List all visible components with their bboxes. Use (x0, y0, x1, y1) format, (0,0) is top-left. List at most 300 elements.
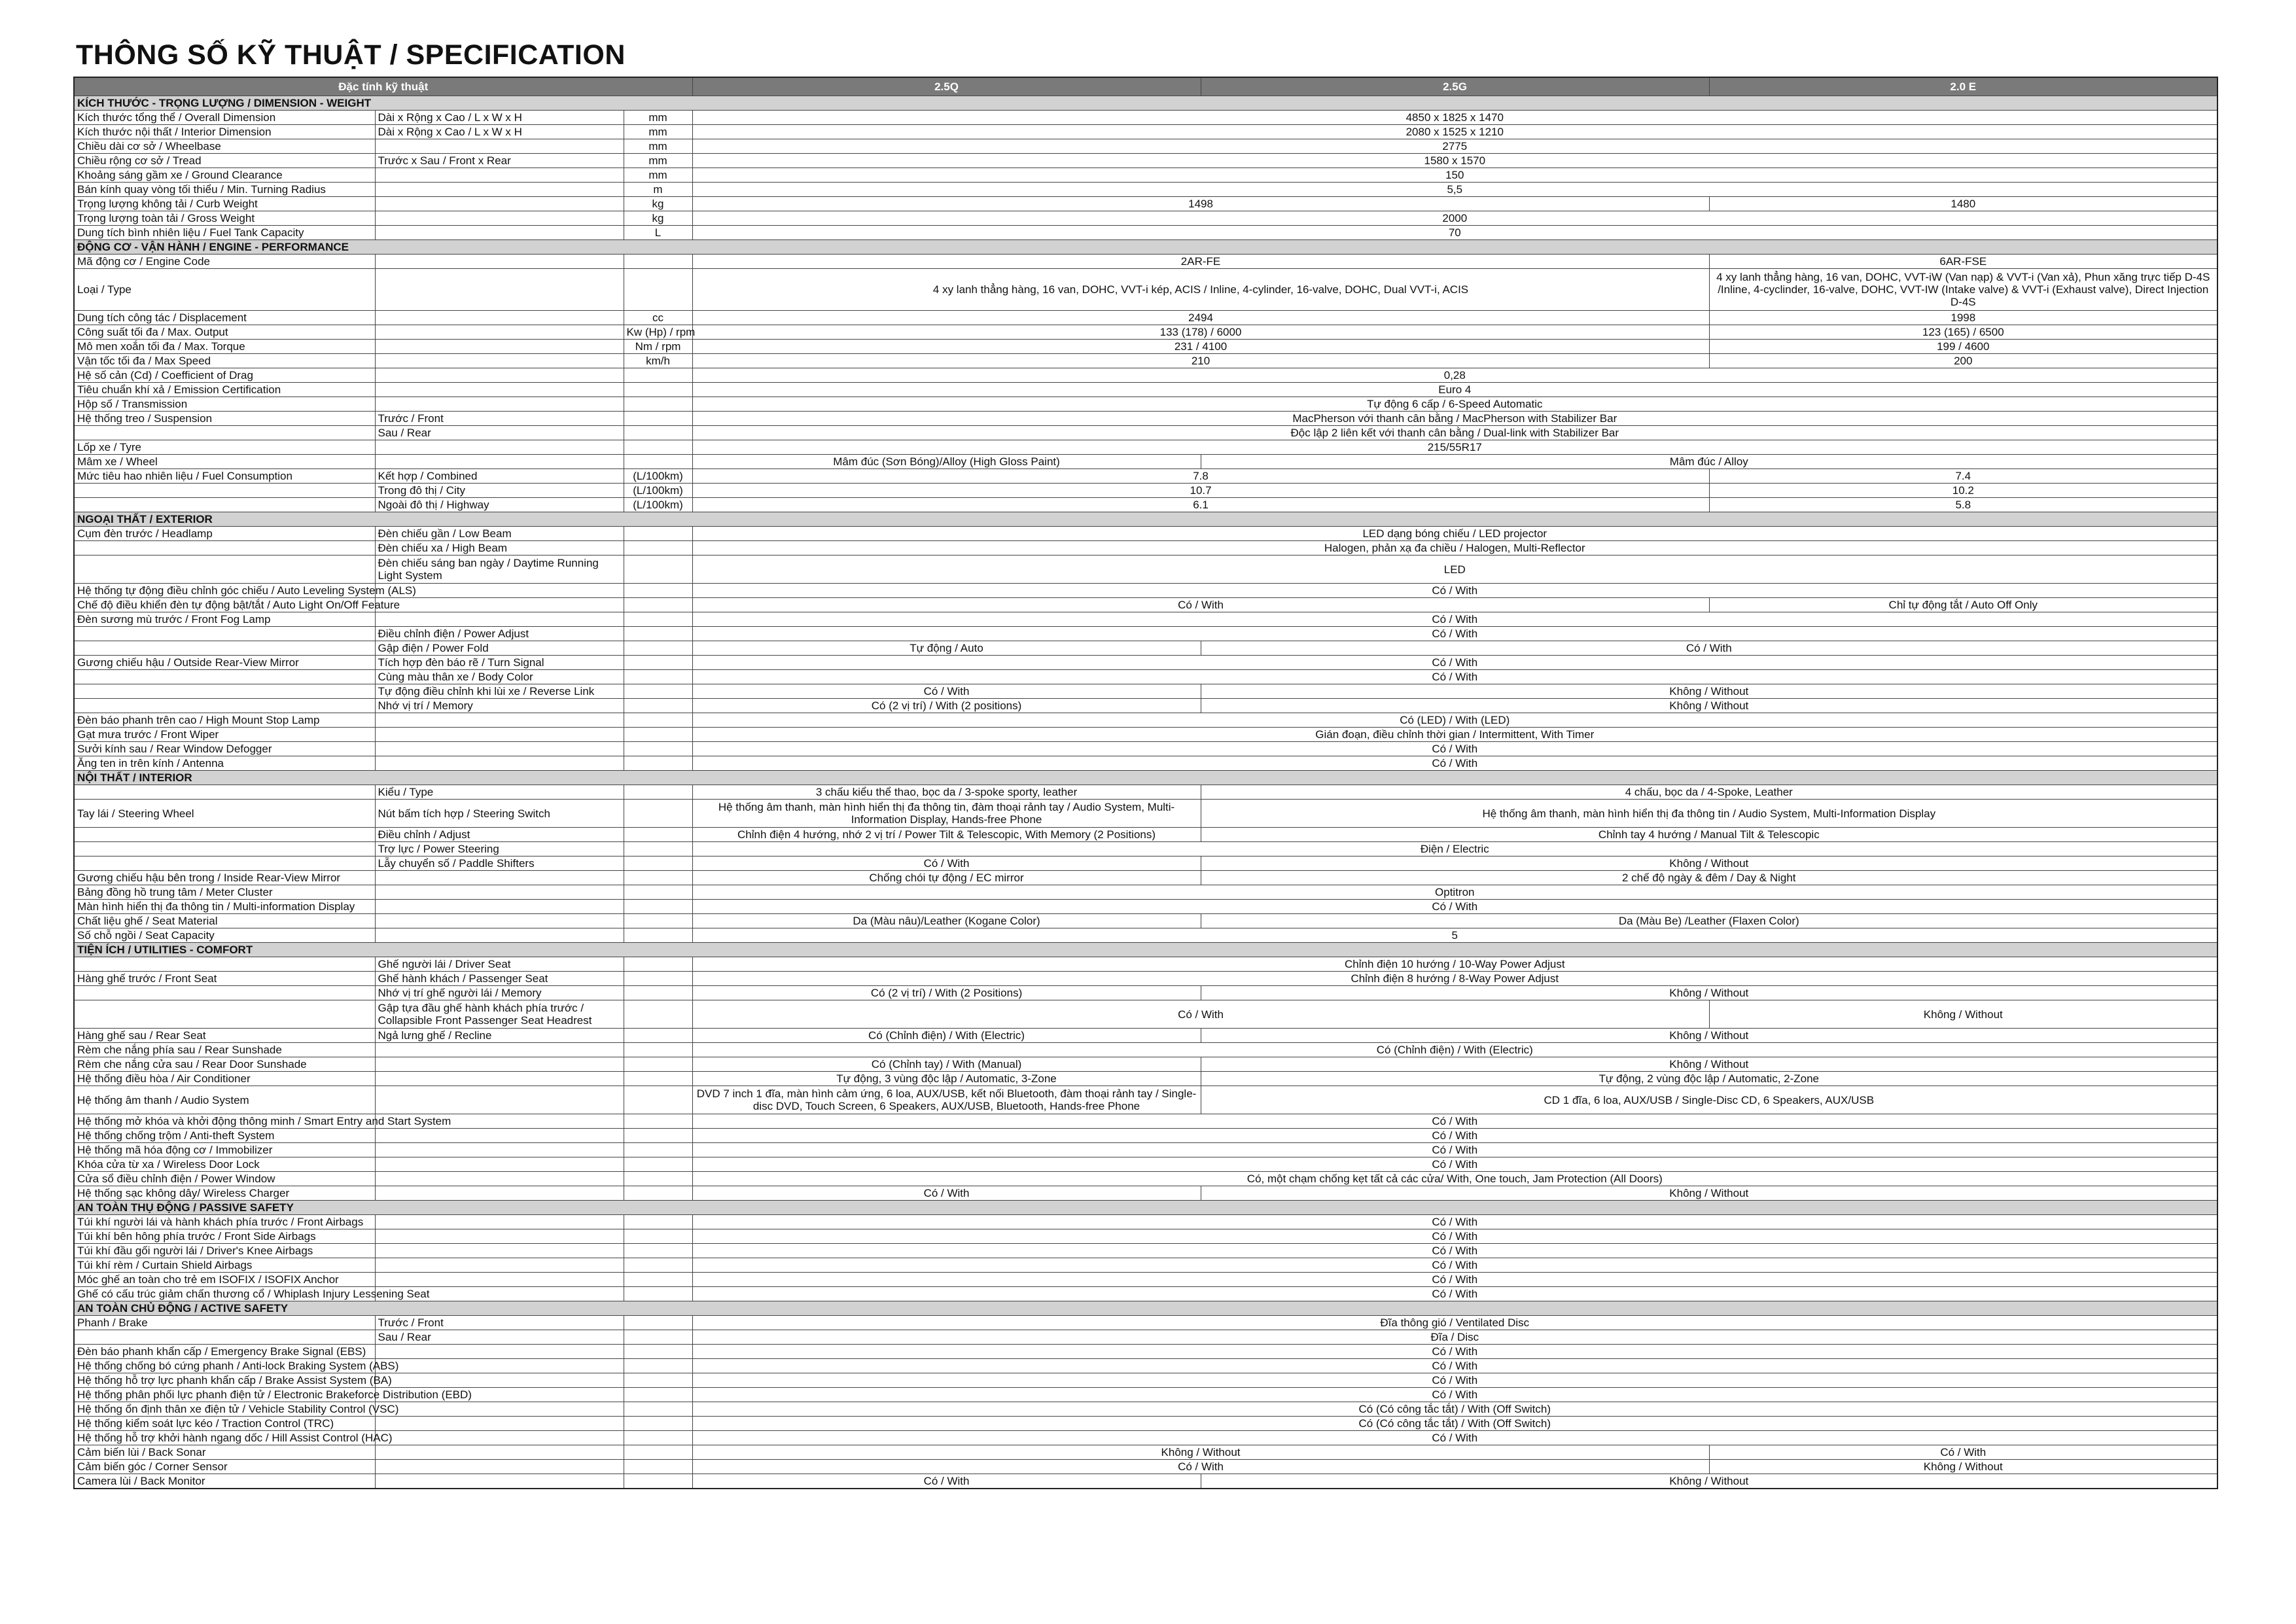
spec-row (74, 785, 2217, 800)
spec-value: 231 / 4100 (692, 340, 1709, 354)
spec-row (74, 1445, 2217, 1460)
spec-label: Cảm biến lùi / Back Sonar (74, 1445, 375, 1460)
spec-label: Bảng đồng hồ trung tâm / Meter Cluster (74, 885, 375, 900)
spec-value: Không / Without (1201, 1474, 2217, 1489)
spec-row (74, 368, 2217, 383)
spec-value: Chỉnh điện 4 hướng, nhớ 2 vị trí / Power Tilt & Telescopic, With Memory (2 Positions) (692, 828, 1201, 842)
spec-value: Mâm đúc (Sơn Bóng)/Alloy (High Gloss Paint) (692, 455, 1201, 469)
spec-unit (624, 541, 692, 556)
spec-value: Có / With (692, 598, 1709, 612)
spec-label: Hệ thống ổn định thân xe điện tử / Vehicle Stability Control (VSC) (74, 1402, 375, 1417)
spec-unit (624, 871, 692, 885)
spec-row (74, 397, 2217, 412)
spec-sublabel: Lẫy chuyển số / Paddle Shifters (375, 856, 624, 871)
spec-unit (624, 856, 692, 871)
spec-sublabel (375, 197, 624, 211)
section-row (74, 512, 2217, 527)
spec-row (74, 111, 2217, 125)
spec-value: Có, một chạm chống kẹt tất cả các cửa/ With, One touch, Jam Protection (All Doors) (692, 1172, 2217, 1186)
spec-row (74, 354, 2217, 368)
spec-row (74, 455, 2217, 469)
spec-row (74, 1431, 2217, 1445)
spec-value: Không / Without (1201, 699, 2217, 713)
spec-row (74, 1460, 2217, 1474)
spec-row (74, 484, 2217, 498)
spec-sublabel (375, 756, 624, 771)
spec-row (74, 1244, 2217, 1258)
spec-label: Hàng ghế sau / Rear Seat (74, 1029, 375, 1043)
spec-value: 1498 (692, 197, 1709, 211)
spec-value: Có / With (692, 900, 2217, 914)
spec-sublabel (375, 885, 624, 900)
spec-value: 10.7 (692, 484, 1709, 498)
spec-row (74, 340, 2217, 354)
spec-unit (624, 972, 692, 986)
spec-value: 4850 x 1825 x 1470 (692, 111, 2217, 125)
spec-label (74, 785, 375, 800)
spec-value: Optitron (692, 885, 2217, 900)
spec-label (74, 699, 375, 713)
spec-row (74, 1316, 2217, 1330)
spec-value: Chỉnh tay 4 hướng / Manual Tilt & Telescopic (1201, 828, 2217, 842)
spec-label: Hệ thống mã hóa động cơ / Immobilizer (74, 1143, 375, 1157)
spec-unit (624, 1431, 692, 1445)
spec-value: Có / With (692, 1460, 1709, 1474)
spec-value: Có / With (692, 1157, 2217, 1172)
spec-value: 1480 (1709, 197, 2217, 211)
spec-row (74, 728, 2217, 742)
spec-sublabel (375, 183, 624, 197)
spec-sublabel (375, 1359, 624, 1373)
section-title: AN TOÀN CHỦ ĐỘNG / ACTIVE SAFETY (74, 1301, 2217, 1316)
spec-label: Số chỗ ngồi / Seat Capacity (74, 928, 375, 943)
spec-label (74, 842, 375, 856)
spec-label: Khoảng sáng gầm xe / Ground Clearance (74, 168, 375, 183)
spec-value: 2AR-FE (692, 255, 1709, 269)
spec-sublabel (375, 1258, 624, 1273)
spec-value: Không / Without (1201, 1057, 2217, 1072)
spec-unit: (L/100km) (624, 498, 692, 512)
spec-label: Túi khí rèm / Curtain Shield Airbags (74, 1258, 375, 1273)
spec-unit (624, 641, 692, 656)
spec-value: Đĩa / Disc (692, 1330, 2217, 1345)
section-row (74, 943, 2217, 957)
spec-row (74, 168, 2217, 183)
spec-sublabel: Nhớ vị trí / Memory (375, 699, 624, 713)
spec-label: Gương chiếu hậu bên trong / Inside Rear-View Mirror (74, 871, 375, 885)
spec-unit (624, 1143, 692, 1157)
spec-row (74, 1345, 2217, 1359)
spec-row (74, 1057, 2217, 1072)
spec-value: Có / With (692, 1373, 2217, 1388)
section-row (74, 96, 2217, 111)
spec-value: 123 (165) / 6500 (1709, 325, 2217, 340)
spec-value: CD 1 đĩa, 6 loa, AUX/USB / Single-Disc CD, 6 Speakers, AUX/USB (1201, 1086, 2217, 1114)
spec-value: Hệ thống âm thanh, màn hình hiển thị đa thông tin / Audio System, Multi-Information Display (1201, 800, 2217, 828)
spec-unit (624, 1417, 692, 1431)
spec-value: Không / Without (1709, 1460, 2217, 1474)
spec-unit (624, 1273, 692, 1287)
spec-row (74, 713, 2217, 728)
spec-unit (624, 627, 692, 641)
spec-row (74, 197, 2217, 211)
spec-unit (624, 426, 692, 440)
spec-row (74, 1129, 2217, 1143)
spec-sublabel: Ngoài đô thị / Highway (375, 498, 624, 512)
spec-label: Hàng ghế trước / Front Seat (74, 972, 375, 986)
spec-row (74, 742, 2217, 756)
spec-unit (624, 1474, 692, 1489)
spec-row (74, 986, 2217, 1000)
section-title: KÍCH THƯỚC - TRỌNG LƯỢNG / DIMENSION - WEIGHT (74, 96, 2217, 111)
spec-value: 2775 (692, 139, 2217, 154)
spec-sublabel (375, 1172, 624, 1186)
spec-label: Khóa cửa từ xa / Wireless Door Lock (74, 1157, 375, 1172)
spec-sublabel (375, 1043, 624, 1057)
spec-label: Bán kính quay vòng tối thiểu / Min. Turning Radius (74, 183, 375, 197)
spec-unit: cc (624, 311, 692, 325)
spec-value: Không / Without (1201, 1186, 2217, 1201)
spec-unit (624, 1029, 692, 1043)
spec-unit (624, 1057, 692, 1072)
spec-sublabel (375, 255, 624, 269)
spec-value: 0,28 (692, 368, 2217, 383)
spec-sublabel (375, 713, 624, 728)
spec-label: Móc ghế an toàn cho trẻ em ISOFIX / ISOFIX Anchor (74, 1273, 375, 1287)
spec-row (74, 900, 2217, 914)
spec-value: 150 (692, 168, 2217, 183)
spec-sublabel (375, 1345, 624, 1359)
spec-unit (624, 1345, 692, 1359)
spec-unit (624, 612, 692, 627)
spec-value: Có / With (692, 1388, 2217, 1402)
spec-unit (624, 412, 692, 426)
spec-unit: mm (624, 154, 692, 168)
spec-row (74, 125, 2217, 139)
spec-unit: mm (624, 125, 692, 139)
spec-row (74, 183, 2217, 197)
spec-label: Màn hình hiển thị đa thông tin / Multi-information Display (74, 900, 375, 914)
spec-unit (624, 670, 692, 684)
spec-row (74, 269, 2217, 311)
spec-value: 6.1 (692, 498, 1709, 512)
spec-sublabel: Tích hợp đèn báo rẽ / Turn Signal (375, 656, 624, 670)
spec-sublabel (375, 368, 624, 383)
spec-value: 3 chấu kiểu thể thao, bọc da / 3-spoke sporty, leather (692, 785, 1201, 800)
spec-row (74, 957, 2217, 972)
spec-label (74, 556, 375, 584)
spec-sublabel (375, 1215, 624, 1229)
spec-sublabel: Kiểu / Type (375, 785, 624, 800)
spec-row (74, 1157, 2217, 1172)
spec-unit (624, 255, 692, 269)
spec-unit: mm (624, 111, 692, 125)
spec-sublabel (375, 1143, 624, 1157)
spec-value: 7.4 (1709, 469, 2217, 484)
section-row (74, 1201, 2217, 1215)
spec-label (74, 1000, 375, 1029)
spec-sublabel (375, 928, 624, 943)
header-row (74, 77, 2217, 96)
spec-value: Gián đoạn, điều chỉnh thời gian / Intermittent, With Timer (692, 728, 2217, 742)
spec-label: Loại / Type (74, 269, 375, 311)
spec-label: Đèn báo phanh trên cao / High Mount Stop Lamp (74, 713, 375, 728)
spec-row (74, 440, 2217, 455)
spec-row (74, 1388, 2217, 1402)
spec-value: Có / With (692, 742, 2217, 756)
spec-row (74, 556, 2217, 584)
spec-sublabel: Dài x Rộng x Cao / L x W x H (375, 125, 624, 139)
spec-value: Da (Màu Be) /Leather (Flaxen Color) (1201, 914, 2217, 928)
spec-unit: mm (624, 168, 692, 183)
spec-value: Đĩa thông gió / Ventilated Disc (692, 1316, 2217, 1330)
spec-sublabel: Cùng màu thân xe / Body Color (375, 670, 624, 684)
spec-value: 199 / 4600 (1709, 340, 2217, 354)
spec-sublabel (375, 900, 624, 914)
spec-sublabel: Trong đô thị / City (375, 484, 624, 498)
spec-label: Lốp xe / Tyre (74, 440, 375, 455)
spec-unit: (L/100km) (624, 484, 692, 498)
spec-value: Có / With (1201, 641, 2217, 656)
spec-label: Kích thước tổng thể / Overall Dimension (74, 111, 375, 125)
spec-value: Có / With (692, 756, 2217, 771)
spec-label: Trọng lượng toàn tải / Gross Weight (74, 211, 375, 226)
header-variant-2-0e: 2.0 E (1709, 77, 2217, 96)
spec-value: Có / With (692, 1143, 2217, 1157)
spec-row (74, 325, 2217, 340)
spec-sublabel (375, 383, 624, 397)
spec-row (74, 828, 2217, 842)
spec-value: Có / With (692, 656, 2217, 670)
section-title: NỘI THẤT / INTERIOR (74, 771, 2217, 785)
spec-value: Có / With (692, 1345, 2217, 1359)
spec-sublabel: Dài x Rộng x Cao / L x W x H (375, 111, 624, 125)
spec-value: Có / With (692, 1359, 2217, 1373)
spec-label: Gương chiếu hậu / Outside Rear-View Mirror (74, 656, 375, 670)
spec-row (74, 1114, 2217, 1129)
spec-label: Rèm che nắng cửa sau / Rear Door Sunshade (74, 1057, 375, 1072)
spec-label: Mã động cơ / Engine Code (74, 255, 375, 269)
spec-row (74, 311, 2217, 325)
spec-unit (624, 986, 692, 1000)
spec-sublabel: Điều chỉnh điện / Power Adjust (375, 627, 624, 641)
spec-value: Có / With (692, 1287, 2217, 1301)
spec-value: Có (Chỉnh điện) / With (Electric) (692, 1043, 2217, 1057)
spec-value: 2 chế độ ngày & đêm / Day & Night (1201, 871, 2217, 885)
spec-sublabel: Điều chỉnh / Adjust (375, 828, 624, 842)
spec-label (74, 426, 375, 440)
spec-label: Gạt mưa trước / Front Wiper (74, 728, 375, 742)
section-row (74, 240, 2217, 255)
spec-value: 4 xy lanh thẳng hàng, 16 van, DOHC, VVT-iW (Van nạp) & VVT-i (Van xả), Phun xăng trực tiếp D-4S /Inline, 4-cyclinder, 16-valve, DOHC, VVT-IW (Intake valve) & VVT-i (Exhaust valve), Direct Injection D-4S (1709, 269, 2217, 311)
spec-unit: kg (624, 211, 692, 226)
spec-value: Có / With (1709, 1445, 2217, 1460)
section-title: NGOẠI THẤT / EXTERIOR (74, 512, 2217, 527)
spec-sublabel (375, 871, 624, 885)
spec-sublabel (375, 211, 624, 226)
spec-unit (624, 713, 692, 728)
spec-label: Hệ thống chống bó cứng phanh / Anti-lock Braking System (ABS) (74, 1359, 375, 1373)
spec-sublabel: Nút bấm tích hợp / Steering Switch (375, 800, 624, 828)
spec-unit (624, 1258, 692, 1273)
spec-label (74, 541, 375, 556)
spec-value: 210 (692, 354, 1709, 368)
spec-value: Có / With (692, 1186, 1201, 1201)
spec-unit (624, 1445, 692, 1460)
spec-label: Dung tích bình nhiên liệu / Fuel Tank Capacity (74, 226, 375, 240)
spec-row (74, 684, 2217, 699)
spec-unit: mm (624, 139, 692, 154)
spec-unit (624, 397, 692, 412)
spec-unit (624, 1157, 692, 1172)
spec-unit (624, 684, 692, 699)
section-title: TIỆN ÍCH / UTILITIES - COMFORT (74, 943, 2217, 957)
spec-unit (624, 1330, 692, 1345)
spec-value: Có / With (692, 627, 2217, 641)
spec-sublabel (375, 1157, 624, 1172)
spec-value: 2000 (692, 211, 2217, 226)
spec-label: Hộp số / Transmission (74, 397, 375, 412)
spec-label: Chất liệu ghế / Seat Material (74, 914, 375, 928)
spec-row (74, 1287, 2217, 1301)
spec-unit: (L/100km) (624, 469, 692, 484)
spec-unit (624, 1114, 692, 1129)
spec-value: LED (692, 556, 2217, 584)
spec-value: Không / Without (692, 1445, 1709, 1460)
spec-row (74, 498, 2217, 512)
spec-row (74, 885, 2217, 900)
spec-sublabel (375, 168, 624, 183)
spec-value: Chống chói tự động / EC mirror (692, 871, 1201, 885)
spec-value: Có (2 vị trí) / With (2 Positions) (692, 986, 1201, 1000)
spec-unit (624, 1072, 692, 1086)
spec-value: Không / Without (1709, 1000, 2217, 1029)
spec-unit (624, 1359, 692, 1373)
spec-unit (624, 527, 692, 541)
spec-label: Camera lùi / Back Monitor (74, 1474, 375, 1489)
spec-row (74, 1330, 2217, 1345)
spec-value: 200 (1709, 354, 2217, 368)
spec-unit (624, 556, 692, 584)
spec-label: Hệ thống điều hòa / Air Conditioner (74, 1072, 375, 1086)
spec-value: Tự động, 3 vùng độc lập / Automatic, 3-Zone (692, 1072, 1201, 1086)
spec-label: Cửa sổ điều chỉnh điện / Power Window (74, 1172, 375, 1186)
spec-value: Có / With (692, 1129, 2217, 1143)
spec-label: Hệ thống mở khóa và khởi động thông minh / Smart Entry and Start System (74, 1114, 375, 1129)
spec-sublabel (375, 1229, 624, 1244)
spec-unit (624, 1186, 692, 1201)
spec-sublabel: Nhớ vị trí ghế người lái / Memory (375, 986, 624, 1000)
spec-sublabel (375, 1474, 624, 1489)
spec-label: Hệ thống hỗ trợ lực phanh khẩn cấp / Brake Assist System (BA) (74, 1373, 375, 1388)
spec-value: DVD 7 inch 1 đĩa, màn hình cảm ứng, 6 loa, AUX/USB, kết nối Bluetooth, đàm thoại rảnh tay / Single-disc DVD, Touch Screen, 6 Speakers, AUX/USB, Bluetooth, Hands-free Phone (692, 1086, 1201, 1114)
spec-label: Túi khí bên hông phía trước / Front Side Airbags (74, 1229, 375, 1244)
spec-sublabel (375, 325, 624, 340)
spec-unit (624, 842, 692, 856)
spec-label: Trọng lượng không tải / Curb Weight (74, 197, 375, 211)
spec-row (74, 1359, 2217, 1373)
spec-row (74, 383, 2217, 397)
spec-label: Tay lái / Steering Wheel (74, 800, 375, 828)
spec-label: Đèn báo phanh khẩn cấp / Emergency Brake Signal (EBS) (74, 1345, 375, 1359)
spec-value: Độc lập 2 liên kết với thanh cân bằng / Dual-link with Stabilizer Bar (692, 426, 2217, 440)
spec-row (74, 1072, 2217, 1086)
spec-value: 2080 x 1525 x 1210 (692, 125, 2217, 139)
spec-row (74, 598, 2217, 612)
spec-label (74, 684, 375, 699)
spec-sublabel: Kết hợp / Combined (375, 469, 624, 484)
spec-unit (624, 957, 692, 972)
spec-row (74, 1229, 2217, 1244)
spec-unit (624, 584, 692, 598)
spec-label: Rèm che nắng phía sau / Rear Sunshade (74, 1043, 375, 1057)
spec-unit: km/h (624, 354, 692, 368)
spec-sublabel: Đèn chiếu xa / High Beam (375, 541, 624, 556)
spec-unit (624, 1043, 692, 1057)
spec-sublabel (375, 1057, 624, 1072)
spec-row (74, 1417, 2217, 1431)
spec-row (74, 469, 2217, 484)
spec-sublabel (375, 354, 624, 368)
spec-row (74, 856, 2217, 871)
spec-value: 215/55R17 (692, 440, 2217, 455)
spec-value: Tự động, 2 vùng độc lập / Automatic, 2-Zone (1201, 1072, 2217, 1086)
spec-label: Hệ thống sạc không dây/ Wireless Charger (74, 1186, 375, 1201)
spec-sublabel (375, 728, 624, 742)
spec-sublabel (375, 340, 624, 354)
spec-unit (624, 455, 692, 469)
spec-row (74, 641, 2217, 656)
spec-label (74, 498, 375, 512)
spec-value: Có / With (692, 1431, 2217, 1445)
spec-unit (624, 368, 692, 383)
spec-unit (624, 1373, 692, 1388)
spec-sublabel (375, 1244, 624, 1258)
spec-sublabel: Đèn chiếu gần / Low Beam (375, 527, 624, 541)
spec-sublabel: Tự động điều chỉnh khi lùi xe / Reverse Link (375, 684, 624, 699)
spec-unit (624, 742, 692, 756)
spec-row (74, 1402, 2217, 1417)
spec-label: Chiều dài cơ sở / Wheelbase (74, 139, 375, 154)
spec-unit (624, 785, 692, 800)
spec-value: Có / With (692, 1229, 2217, 1244)
spec-row (74, 612, 2217, 627)
spec-row (74, 255, 2217, 269)
spec-sublabel (375, 1129, 624, 1143)
spec-row (74, 1000, 2217, 1029)
spec-value: Có (Có công tắc tắt) / With (Off Switch) (692, 1402, 2217, 1417)
spec-sublabel (375, 1273, 624, 1287)
spec-value: Có / With (692, 1258, 2217, 1273)
spec-row (74, 1474, 2217, 1489)
spec-row (74, 842, 2217, 856)
spec-unit (624, 1086, 692, 1114)
spec-unit (624, 1402, 692, 1417)
spec-unit: Kw (Hp) / rpm (624, 325, 692, 340)
spec-unit (624, 1229, 692, 1244)
spec-sublabel: Trước / Front (375, 412, 624, 426)
spec-label: Tiêu chuẩn khí xả / Emission Certification (74, 383, 375, 397)
spec-value: 5.8 (1709, 498, 2217, 512)
spec-label (74, 957, 375, 972)
spec-row (74, 1143, 2217, 1157)
spec-sublabel (375, 1431, 624, 1445)
spec-row (74, 426, 2217, 440)
spec-sublabel: Ghế người lái / Driver Seat (375, 957, 624, 972)
spec-value: Chỉ tự động tắt / Auto Off Only (1709, 598, 2217, 612)
spec-unit (624, 1172, 692, 1186)
spec-sublabel: Ngả lưng ghế / Recline (375, 1029, 624, 1043)
